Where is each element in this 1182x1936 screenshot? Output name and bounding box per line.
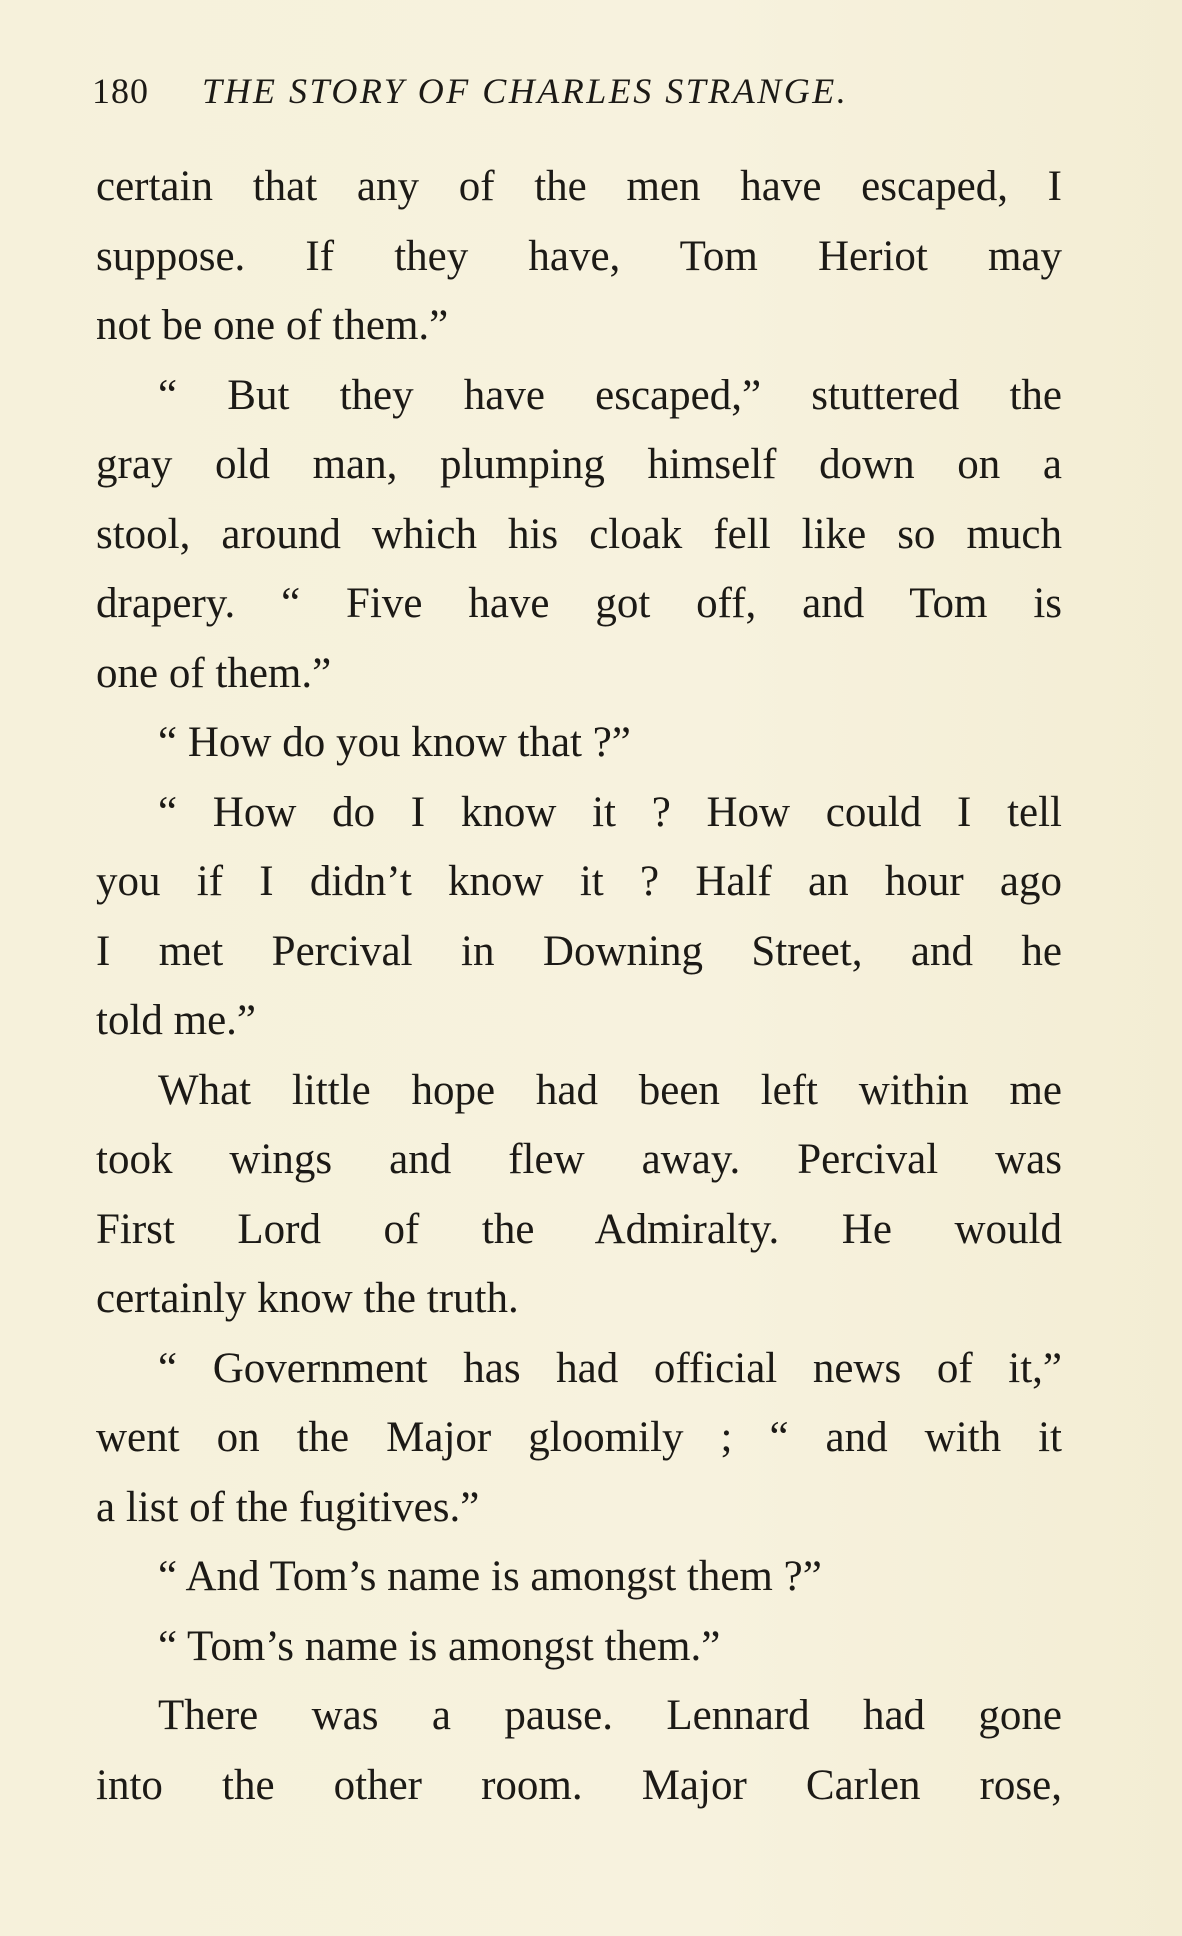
text-line: told me.”	[96, 997, 257, 1044]
text-line: into the other room. Major Carlen rose,	[96, 1761, 1062, 1809]
text-line: drapery. “ Five have got off, and Tom is	[96, 580, 1062, 627]
text-line: “ How do you know that ?”	[158, 719, 631, 766]
text-line: took wings and flew away. Percival was	[96, 1136, 1062, 1183]
text-line: “ Government has had official news of it,”	[158, 1344, 1062, 1392]
text-line: stool, around which his cloak fell like so much	[96, 510, 1062, 558]
body-text	[96, 152, 1062, 1820]
text-line: What little hope had been left within me	[158, 1066, 1062, 1114]
text-line: gray old man, plumping himself down on a	[96, 441, 1062, 488]
text-line: suppose. If they have, Tom Heriot may	[96, 232, 1062, 280]
text-line: went on the Major gloomily ; “ and with it	[96, 1414, 1062, 1461]
text-line: you if I didn’t know it ? Half an hour ago	[96, 858, 1062, 905]
text-line: I met Percival in Downing Street, and he	[96, 927, 1062, 975]
text-line: one of them.”	[96, 649, 332, 697]
text-line: not be one of them.”	[96, 302, 449, 349]
page-header	[92, 70, 992, 120]
text-line: certain that any of the men have escaped, I	[96, 163, 1062, 210]
text-line: “ Tom’s name is amongst them.”	[158, 1622, 721, 1670]
text-line: “ But they have escaped,” stuttered the	[158, 371, 1062, 419]
text-line: First Lord of the Admiralty. He would	[96, 1205, 1062, 1253]
text-line: “ How do I know it ? How could I tell	[158, 788, 1062, 836]
text-line: “ And Tom’s name is amongst them ?”	[158, 1553, 822, 1600]
text-line: certainly know the truth.	[96, 1275, 519, 1322]
page-number: 180	[92, 71, 149, 111]
text-line: There was a pause. Lennard had gone	[158, 1692, 1062, 1739]
text-line: a list of the fugitives.”	[96, 1483, 480, 1531]
running-title: THE STORY OF CHARLES STRANGE.	[202, 71, 849, 111]
